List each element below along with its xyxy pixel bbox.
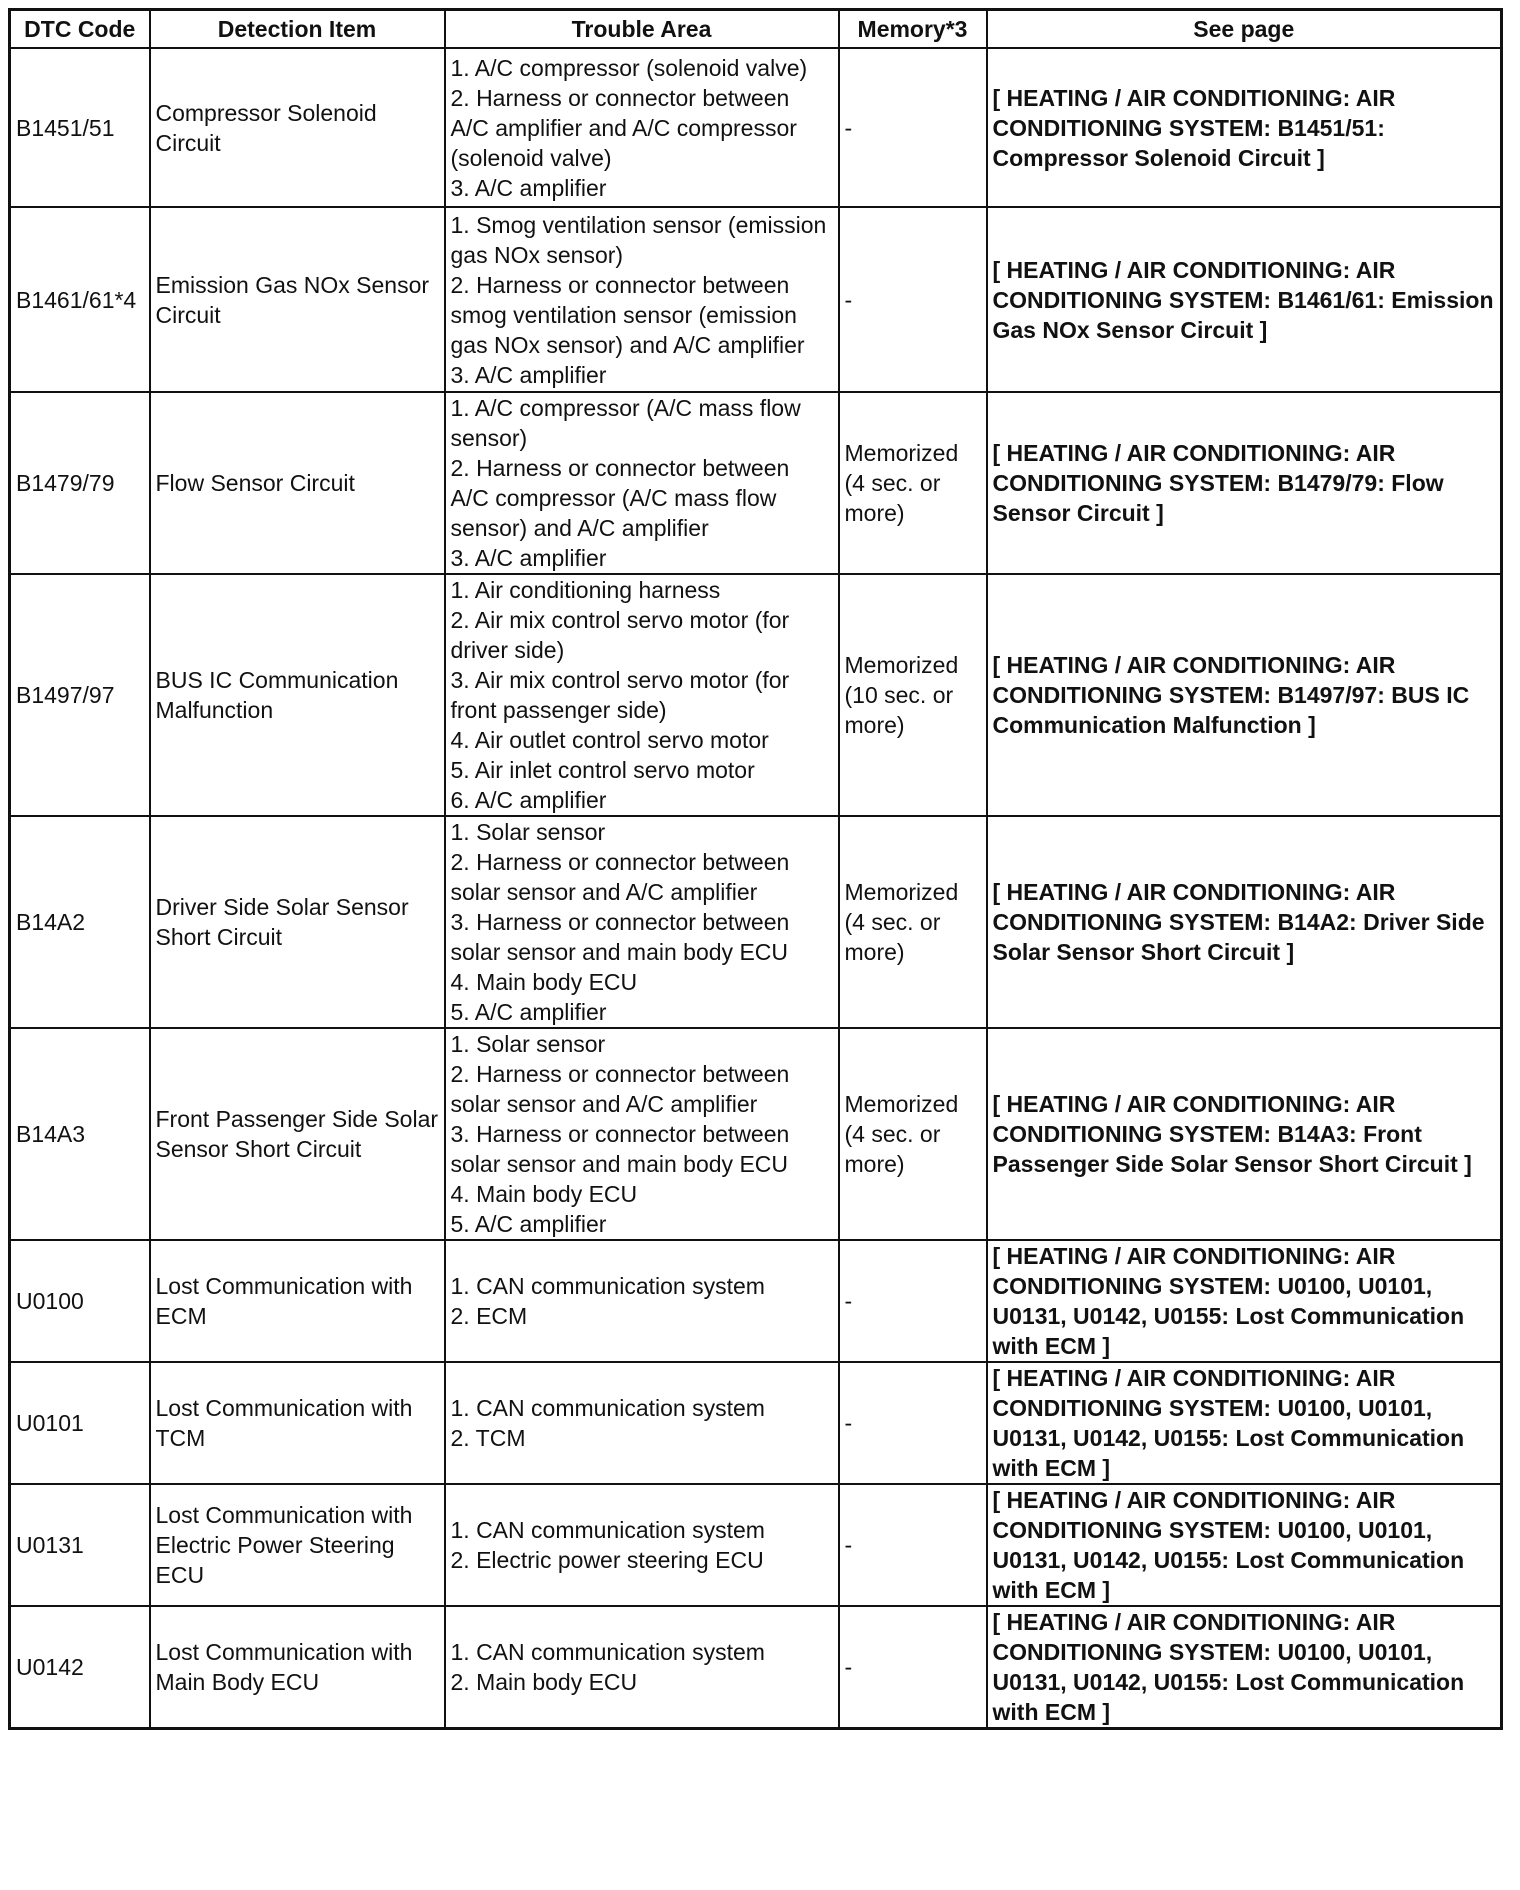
trouble-area-cell [445, 1484, 839, 1606]
table-row [10, 207, 1502, 392]
table-row [10, 816, 1502, 1028]
dtc-code-cell: B1451/51 [10, 48, 150, 207]
trouble-area-line: 4. Main body ECU [450, 1181, 638, 1207]
trouble-area-line: 1. CAN communication system [450, 1517, 765, 1543]
dtc-code-cell: U0131 [10, 1484, 150, 1606]
table-row [10, 1028, 1502, 1240]
trouble-area-line: 4. Air outlet control servo motor [450, 727, 769, 753]
dtc-code-cell: B1479/79 [10, 392, 150, 574]
dtc-code-cell: U0100 [10, 1240, 150, 1362]
trouble-area-line: 2. Main body ECU [450, 1669, 638, 1695]
trouble-area-cell [445, 1028, 839, 1240]
trouble-area-line: 4. Main body ECU [450, 969, 638, 995]
trouble-area-line: 2. Harness or connector between A/C compressor (A/C mass flow sensor) and A/C amplifier [450, 455, 790, 541]
header-memory: Memory*3 [839, 10, 987, 49]
trouble-area-line: 2. Harness or connector between solar sensor and A/C amplifier [450, 849, 790, 905]
trouble-area-line: 3. Air mix control servo motor (for front passenger side) [450, 667, 790, 723]
memory-cell: Memorized (10 sec. or more) [839, 574, 987, 816]
trouble-area-cell [445, 207, 839, 392]
dtc-code-cell: B1497/97 [10, 574, 150, 816]
dtc-code-cell: U0142 [10, 1606, 150, 1729]
trouble-area-line: 2. Air mix control servo motor (for driver side) [450, 607, 790, 663]
trouble-area-line: 1. CAN communication system [450, 1395, 765, 1421]
detection-item-cell: Lost Communication with Electric Power Steering ECU [150, 1484, 445, 1606]
trouble-area-line: 1. Smog ventilation sensor (emission gas NOx sensor) [450, 211, 827, 268]
trouble-area-cell [445, 392, 839, 574]
trouble-area-line: 3. A/C amplifier [450, 545, 607, 571]
dtc-table [8, 8, 1503, 1730]
trouble-area-line: 5. A/C amplifier [450, 1211, 607, 1237]
table-row [10, 1362, 1502, 1484]
table-body [10, 48, 1502, 1729]
see-page-link[interactable]: [ HEATING / AIR CONDITIONING: AIR CONDITIONING SYSTEM: U0100, U0101, U0131, U0142, U0155: Lost Communication with ECM ] [987, 1606, 1502, 1729]
memory-cell: - [839, 207, 987, 392]
detection-item-cell: Flow Sensor Circuit [150, 392, 445, 574]
see-page-link[interactable]: [ HEATING / AIR CONDITIONING: AIR CONDITIONING SYSTEM: B1461/61: Emission Gas NOx Sensor Circuit ] [987, 207, 1502, 392]
trouble-area-line: 5. A/C amplifier [450, 999, 607, 1025]
detection-item-cell: Lost Communication with ECM [150, 1240, 445, 1362]
memory-cell: Memorized (4 sec. or more) [839, 1028, 987, 1240]
table-row [10, 1484, 1502, 1606]
header-dtc-code: DTC Code [10, 10, 150, 49]
memory-cell: Memorized (4 sec. or more) [839, 816, 987, 1028]
trouble-area-line: 2. Harness or connector between solar sensor and A/C amplifier [450, 1061, 790, 1117]
dtc-code-cell: B1461/61*4 [10, 207, 150, 392]
trouble-area-line: 6. A/C amplifier [450, 787, 607, 813]
memory-cell: - [839, 1240, 987, 1362]
trouble-area-line: 3. Harness or connector between solar sensor and main body ECU [450, 1121, 790, 1177]
see-page-link[interactable]: [ HEATING / AIR CONDITIONING: AIR CONDITIONING SYSTEM: B14A3: Front Passenger Side Solar Sensor Short Circuit ] [987, 1028, 1502, 1240]
detection-item-cell: Front Passenger Side Solar Sensor Short Circuit [150, 1028, 445, 1240]
trouble-area-cell [445, 816, 839, 1028]
trouble-area-line: 3. Harness or connector between solar sensor and main body ECU [450, 909, 790, 965]
trouble-area-cell [445, 1362, 839, 1484]
trouble-area-line: 1. Solar sensor [450, 819, 606, 845]
header-trouble-area: Trouble Area [445, 10, 839, 49]
trouble-area-line: 1. CAN communication system [450, 1639, 765, 1665]
trouble-area-line: 1. A/C compressor (solenoid valve) [450, 54, 808, 81]
detection-item-cell: Compressor Solenoid Circuit [150, 48, 445, 207]
trouble-area-line: 1. Solar sensor [450, 1031, 606, 1057]
see-page-link[interactable]: [ HEATING / AIR CONDITIONING: AIR CONDITIONING SYSTEM: U0100, U0101, U0131, U0142, U0155: Lost Communication with ECM ] [987, 1362, 1502, 1484]
detection-item-cell: Emission Gas NOx Sensor Circuit [150, 207, 445, 392]
memory-cell: Memorized (4 sec. or more) [839, 392, 987, 574]
trouble-area-line: 2. TCM [450, 1425, 526, 1451]
header-detection-item: Detection Item [150, 10, 445, 49]
trouble-area-cell [445, 48, 839, 207]
table-row [10, 574, 1502, 816]
trouble-area-line: 2. Harness or connector between A/C amplifier and A/C compressor (solenoid valve) [450, 84, 797, 171]
table-row [10, 1606, 1502, 1729]
memory-cell: - [839, 1362, 987, 1484]
memory-cell: - [839, 1484, 987, 1606]
trouble-area-cell [445, 574, 839, 816]
table-header-row [10, 10, 1502, 49]
table-row [10, 48, 1502, 207]
see-page-link[interactable]: [ HEATING / AIR CONDITIONING: AIR CONDITIONING SYSTEM: B1497/97: BUS IC Communication Malfunction ] [987, 574, 1502, 816]
detection-item-cell: Lost Communication with TCM [150, 1362, 445, 1484]
see-page-link[interactable]: [ HEATING / AIR CONDITIONING: AIR CONDITIONING SYSTEM: B14A2: Driver Side Solar Sensor Short Circuit ] [987, 816, 1502, 1028]
trouble-area-line: 1. A/C compressor (A/C mass flow sensor) [450, 395, 801, 451]
detection-item-cell: BUS IC Communication Malfunction [150, 574, 445, 816]
table-row [10, 1240, 1502, 1362]
detection-item-cell: Driver Side Solar Sensor Short Circuit [150, 816, 445, 1028]
dtc-code-cell: U0101 [10, 1362, 150, 1484]
header-see-page: See page [987, 10, 1502, 49]
see-page-link[interactable]: [ HEATING / AIR CONDITIONING: AIR CONDITIONING SYSTEM: U0100, U0101, U0131, U0142, U0155: Lost Communication with ECM ] [987, 1240, 1502, 1362]
trouble-area-line: 3. A/C amplifier [450, 361, 607, 388]
dtc-code-cell: B14A3 [10, 1028, 150, 1240]
see-page-link[interactable]: [ HEATING / AIR CONDITIONING: AIR CONDITIONING SYSTEM: U0100, U0101, U0131, U0142, U0155: Lost Communication with ECM ] [987, 1484, 1502, 1606]
trouble-area-line: 1. CAN communication system [450, 1273, 765, 1299]
trouble-area-line: 2. Harness or connector between smog ventilation sensor (emission gas NOx sensor) and A/C amplifier [450, 271, 805, 358]
trouble-area-cell [445, 1240, 839, 1362]
trouble-area-line: 3. A/C amplifier [450, 174, 607, 201]
trouble-area-line: 2. Electric power steering ECU [450, 1547, 764, 1573]
trouble-area-line: 1. Air conditioning harness [450, 577, 721, 603]
memory-cell: - [839, 48, 987, 207]
memory-cell: - [839, 1606, 987, 1729]
trouble-area-cell [445, 1606, 839, 1729]
see-page-link[interactable]: [ HEATING / AIR CONDITIONING: AIR CONDITIONING SYSTEM: B1451/51: Compressor Solenoid Circuit ] [987, 48, 1502, 207]
dtc-code-cell: B14A2 [10, 816, 150, 1028]
see-page-link[interactable]: [ HEATING / AIR CONDITIONING: AIR CONDITIONING SYSTEM: B1479/79: Flow Sensor Circuit ] [987, 392, 1502, 574]
table-row [10, 392, 1502, 574]
trouble-area-line: 5. Air inlet control servo motor [450, 757, 755, 783]
detection-item-cell: Lost Communication with Main Body ECU [150, 1606, 445, 1729]
trouble-area-line: 2. ECM [450, 1303, 528, 1329]
